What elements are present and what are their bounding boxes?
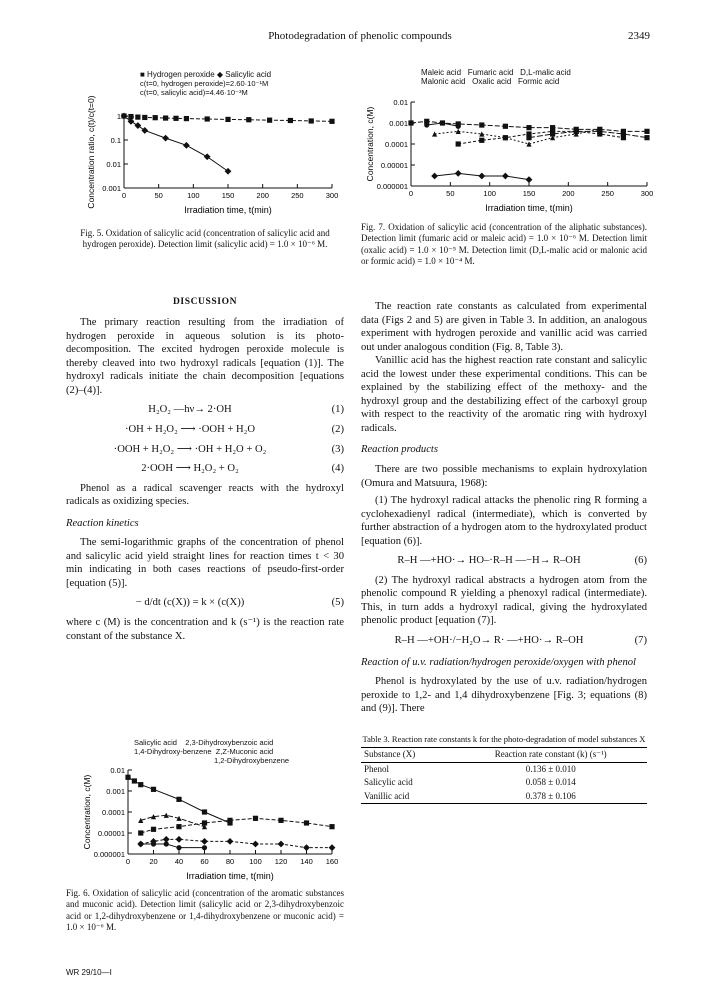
equation-4 xyxy=(66,462,344,476)
data-point xyxy=(204,153,211,160)
data-point xyxy=(309,118,314,123)
equation-2-body: ·OH + H₂O₂ ⟶ ·OOH + H₂O xyxy=(124,423,256,435)
data-point xyxy=(267,118,272,123)
x-tick-label: 0 xyxy=(125,857,131,866)
x-tick-label: 20 xyxy=(149,857,158,866)
fig6-caption-text: Fig. 6. Oxidation of salicylic acid (concentration of the aromatic substances and muconic acid). Detection limit (salicylic acid or 2,3-dihydroxybenzoic acid or 1,2-dihydroxybenzene or 1,4-dihydroxybenzene or muconic acid) = 1.0 × 10⁻⁶ M. xyxy=(66,888,344,932)
data-point xyxy=(201,838,208,845)
table-header-substance: Substance (X) xyxy=(364,749,416,760)
data-point xyxy=(183,142,190,149)
data-point xyxy=(278,818,283,823)
x-tick-label: 50 xyxy=(154,191,163,200)
left-paragraph-2: Phenol as a radical scavenger reacts with the hydroxyl radicals as oxidizing species. xyxy=(66,482,344,508)
table-3 xyxy=(361,734,647,805)
series-hydrogen-peroxide xyxy=(121,113,334,124)
data-point xyxy=(164,841,169,846)
data-point xyxy=(138,782,143,787)
x-axis-label: Irradiation time, t(min) xyxy=(184,205,272,215)
data-point xyxy=(526,135,531,140)
fig6-legend-3: Z,Z-Muconic acid xyxy=(215,747,274,756)
data-point xyxy=(621,131,626,136)
x-axis-label: Irradiation time, t(min) xyxy=(485,203,573,213)
data-point xyxy=(252,841,259,848)
fig5-caption xyxy=(66,228,344,251)
right-paragraph-6: Phenol is hydroxylated by the use of u.v. radiation/hydrogen peroxide to 1,2- and 1,4 dihydroxybenzene [Fig. 3; equations (8) and (9)]. There xyxy=(361,676,647,715)
y-tick-label: 0.000001 xyxy=(93,850,125,859)
page-number: 2349 xyxy=(628,30,650,42)
left-paragraph-3: The semi-logarithmic graphs of the concentration of phenol and salicylic acid yield straight lines for reaction times t < 30 min indicating in both cases reactions of pseudo-first-order [equation (5)]. xyxy=(66,537,344,589)
fig5-caption-text: Fig. 5. Oxidation of salicylic acid (concentration of salicylic acid and hydrogen peroxide). Detection limit (salicylic acid) = 1.0 × 10⁻⁶ M. xyxy=(80,228,330,250)
data-point xyxy=(278,841,285,848)
equation-5-body: − d/dt (c(X)) = k × (c(X)) xyxy=(135,597,245,609)
data-point xyxy=(304,820,309,825)
series-line xyxy=(141,818,332,833)
fig6-legend-4: 1,2-Dihydroxybenzene xyxy=(214,756,290,765)
series-salicylic-acid xyxy=(121,113,232,175)
fig5-legend-0: ■ Hydrogen peroxide xyxy=(140,70,215,79)
table-3-caption: Table 3. Reaction rate constants k for the photo-degradation of model substances X xyxy=(362,733,646,744)
equation-6-body: R–H —+HO·→ HO–·R–H —−H→ R–OH xyxy=(397,555,581,567)
right-paragraph-5: (2) The hydroxyl radical abstracts a hydrogen atom from the phenolic compound R yielding a phenoxyl radical (intermediate). This, in turn adds a hydroxyl radical, giving the hydroxylated phenolic product [equation (7)]. xyxy=(361,574,647,627)
fig5-note-1: c(t=0, salicylic acid)=4.46·10⁻³M xyxy=(140,88,248,97)
x-axis-label: Irradiation time, t(min) xyxy=(186,871,274,881)
y-axis-label: Concentration ratio, c(t)/c(t=0) xyxy=(86,95,96,209)
y-tick-label: 0.001 xyxy=(106,787,125,796)
data-point xyxy=(225,168,232,175)
series-line xyxy=(141,844,205,848)
x-tick-label: 0 xyxy=(408,189,414,198)
data-point xyxy=(329,824,334,829)
x-tick-label: 100 xyxy=(187,191,200,200)
fig7-legend-3: Malonic acid xyxy=(421,77,466,86)
equation-3 xyxy=(66,443,344,457)
table-cell: 0.378 ± 0.106 xyxy=(525,790,576,801)
x-tick-label: 50 xyxy=(446,189,455,198)
series-line xyxy=(141,839,332,847)
equation-1 xyxy=(66,403,344,417)
data-point xyxy=(184,116,189,121)
y-tick-label: 0.0001 xyxy=(385,140,408,149)
data-point xyxy=(644,135,649,140)
left-column xyxy=(66,296,344,643)
data-point xyxy=(202,809,207,814)
table-cell: 0.058 ± 0.014 xyxy=(525,777,576,788)
data-point xyxy=(135,114,140,119)
data-point xyxy=(138,818,143,823)
x-tick-label: 150 xyxy=(522,189,536,198)
x-tick-label: 140 xyxy=(300,857,313,866)
discussion-heading: DISCUSSION xyxy=(172,297,238,307)
equation-6 xyxy=(361,554,647,568)
left-paragraph-1: The primary reaction resulting from the irradiation of hydrogen peroxide in aqueous solution is its photo-decomposition. The excited hydrogen peroxide molecule is thereby cleaved into two hydroxyl radicals [equation (1)]. The hydroxyl radicals initiate the chain decomposition [equations (2)–(4)]. xyxy=(66,317,344,396)
y-axis-label: Concentration, c(M) xyxy=(82,774,92,850)
fig7-legend-2: D,L-malic acid xyxy=(520,68,571,77)
data-point xyxy=(134,122,141,129)
data-point xyxy=(253,816,258,821)
table-cell: Salicylic acid xyxy=(364,777,413,788)
fig6-legend xyxy=(134,738,344,765)
series-z-z-muconic-acid xyxy=(138,816,334,836)
table-3-grid xyxy=(361,747,647,804)
equation-1-number: (1) xyxy=(331,404,344,416)
data-point xyxy=(479,138,484,143)
data-point xyxy=(574,129,579,134)
y-tick-label: 0.0001 xyxy=(102,808,125,817)
y-tick-label: 0.01 xyxy=(110,766,125,775)
y-tick-label: 0.00001 xyxy=(380,161,408,170)
table-row xyxy=(361,762,647,776)
data-point xyxy=(138,830,143,835)
x-tick-label: 60 xyxy=(200,857,209,866)
uv-heading: Reaction of u.v. radiation/hydrogen peroxide/oxygen with phenol xyxy=(361,656,636,668)
data-point xyxy=(329,844,336,851)
data-point xyxy=(550,131,555,136)
left-paragraph-4: where c (M) is the concentration and k (s⁻¹) is the reaction rate constant of the substance X. xyxy=(66,617,344,642)
fig7-legend-0: Maleic acid xyxy=(421,68,462,77)
data-point xyxy=(478,173,485,180)
equation-1-body: H₂O₂ —hν→ 2·OH xyxy=(148,404,232,416)
x-tick-label: 40 xyxy=(174,857,184,866)
table-cell: Phenol xyxy=(364,763,390,774)
equation-6-number: (6) xyxy=(634,555,647,567)
y-tick-label: 0.001 xyxy=(102,184,121,193)
y-tick-label: 1 xyxy=(116,112,121,121)
fig7-legend-4: Oxalic acid xyxy=(472,77,512,86)
y-axis-label: Concentration, c(M) xyxy=(365,106,375,182)
fig5-legend-1: ◆ Salicylic acid xyxy=(216,70,272,79)
series-1-2-dihydroxybenzene xyxy=(138,813,207,830)
fig7-legend-1: Fumaric acid xyxy=(467,68,514,77)
x-tick-label: 120 xyxy=(274,857,288,866)
data-point xyxy=(503,135,508,140)
equation-4-body: 2·OOH ⟶ H₂O₂ + O₂ xyxy=(141,463,239,475)
data-point xyxy=(246,117,251,122)
fig7-legend xyxy=(421,68,651,86)
x-tick-label: 0 xyxy=(121,191,127,200)
x-tick-label: 100 xyxy=(483,189,496,198)
y-tick-label: 0.01 xyxy=(393,98,408,107)
kinetics-heading: Reaction kinetics xyxy=(66,517,139,529)
x-tick-label: 150 xyxy=(221,191,235,200)
right-paragraph-4: (1) The hydroxyl radical attacks the phenolic ring R forming a cyclohexadienyl radical (intermediate), which is converted by further abstraction of a hydrogen atom to the hydroxylated product [equation (6)]. xyxy=(361,495,647,547)
data-point xyxy=(456,124,461,129)
x-tick-label: 200 xyxy=(562,189,575,198)
equation-7-body: R–H —+OH·/−H₂O→ R· —+HO·→ R–OH xyxy=(394,635,584,647)
x-tick-label: 160 xyxy=(325,857,339,866)
fig6-legend-0: Salicylic acid xyxy=(134,738,177,747)
equation-2 xyxy=(66,423,344,437)
data-point xyxy=(526,176,533,183)
data-point xyxy=(202,845,207,850)
table-cell: Vanillic acid xyxy=(364,790,410,801)
data-point xyxy=(424,122,429,127)
equation-3-number: (3) xyxy=(331,443,344,455)
y-tick-label: 0.000001 xyxy=(376,182,408,191)
data-point xyxy=(227,838,234,845)
series-line xyxy=(141,815,205,826)
data-point xyxy=(153,115,158,120)
data-point xyxy=(138,841,143,846)
data-point xyxy=(227,818,232,823)
figure-7 xyxy=(361,62,654,227)
x-tick-label: 300 xyxy=(640,189,654,198)
products-heading: Reaction products xyxy=(361,444,438,456)
equation-7-number: (7) xyxy=(634,635,647,647)
data-point xyxy=(440,120,445,125)
equation-5 xyxy=(66,596,344,610)
data-point xyxy=(176,824,181,829)
data-point xyxy=(431,173,438,180)
data-point xyxy=(176,836,183,843)
data-point xyxy=(408,120,413,125)
x-tick-label: 250 xyxy=(601,189,614,198)
x-tick-label: 100 xyxy=(249,857,262,866)
fig6-legend-2: 1,4-Dihydroxy-benzene xyxy=(134,747,212,756)
data-point xyxy=(288,118,293,123)
fig6-legend-1: 2,3-Dihydroxybenzoic acid xyxy=(185,738,274,747)
x-tick-label: 300 xyxy=(325,191,339,200)
y-tick-label: 0.00001 xyxy=(97,829,125,838)
y-tick-label: 0.1 xyxy=(110,136,121,145)
figure-6 xyxy=(78,736,344,891)
fig7-caption xyxy=(361,222,647,267)
footer-code: WR 29/10—I xyxy=(66,968,112,977)
equation-2-number: (2) xyxy=(331,423,344,435)
data-point xyxy=(132,778,137,783)
table-header-constant: Reaction rate constant (k) (s⁻¹) xyxy=(494,749,607,760)
data-point xyxy=(329,119,334,124)
right-paragraph-1: The reaction rate constants as calculated from experimental data (Figs 2 and 5) are given in Table 3. In addition, an analogous experiment with hydrogen peroxide and vanillic acid was carried out under analogous condition (Fig. 8, Table 3). xyxy=(361,301,647,353)
equation-3-body: ·OOH + H₂O₂ ⟶ ·OH + H₂O + O₂ xyxy=(113,443,267,455)
right-paragraph-3: There are two possible mechanisms to explain hydroxylation (Omura and Matsuura, 1968): xyxy=(361,464,647,489)
data-point xyxy=(176,845,181,850)
equation-5-number: (5) xyxy=(331,597,344,609)
data-point xyxy=(142,115,147,120)
right-paragraph-2: Vanillic acid has the highest reaction rate constant and salicylic acid the lowest under these experimental conditions. This can be explained by the stabilizing effect of the methoxy- and the hydroxyl group and the destabilizing effect of the carboxyl group with respect to the reactivity of the aromatic ring with hydroxyl radicals. xyxy=(361,355,647,434)
data-point xyxy=(141,127,148,134)
x-tick-label: 250 xyxy=(291,191,304,200)
right-column xyxy=(361,300,647,804)
data-point xyxy=(173,116,178,121)
data-point xyxy=(644,129,649,134)
data-point xyxy=(151,841,156,846)
data-point xyxy=(526,125,531,130)
fig5-note-0: c(t=0, hydrogen peroxide)=2.60·10⁻¹M xyxy=(140,79,269,88)
y-tick-label: 0.01 xyxy=(106,160,121,169)
data-point xyxy=(225,117,230,122)
data-point xyxy=(205,116,210,121)
y-tick-label: 0.001 xyxy=(389,119,408,128)
data-point xyxy=(503,124,508,129)
figure-5 xyxy=(82,62,344,227)
fig7-caption-text: Fig. 7. Oxidation of salicylic acid (concentration of the aliphatic substances). Detection limit (fumaric acid or maleic acid) = 1.0 × 10⁻⁶ M. Detection limit (oxalic acid) = 1.0 × 10⁻⁵ M. Detection limit (D,L-malic acid or malonic acid or formic acid) = 1.0 × 10⁻⁴ M. xyxy=(361,222,647,266)
x-tick-label: 200 xyxy=(256,191,269,200)
x-tick-label: 80 xyxy=(225,857,235,866)
equation-7 xyxy=(361,634,647,648)
data-point xyxy=(125,775,130,780)
table-row xyxy=(361,776,647,790)
fig6-caption xyxy=(66,888,344,933)
data-point xyxy=(151,827,156,832)
fig7-chart xyxy=(361,62,654,222)
series-fumaric-acid xyxy=(431,170,532,183)
running-title: Photodegradation of phenolic compounds xyxy=(268,30,452,42)
fig7-legend-5: Formic acid xyxy=(517,77,560,86)
data-point xyxy=(151,787,156,792)
equation-4-number: (4) xyxy=(331,463,344,475)
series-formic-acid xyxy=(526,129,649,141)
data-point xyxy=(163,115,168,120)
table-cell: 0.136 ± 0.010 xyxy=(525,763,576,774)
data-point xyxy=(303,844,310,851)
data-point xyxy=(162,135,169,142)
data-point xyxy=(455,170,462,177)
data-point xyxy=(502,173,509,180)
data-point xyxy=(456,141,461,146)
fig5-legend xyxy=(140,70,271,97)
data-point xyxy=(479,122,484,127)
data-point xyxy=(176,797,181,802)
table-row xyxy=(361,790,647,804)
data-point xyxy=(597,129,602,134)
